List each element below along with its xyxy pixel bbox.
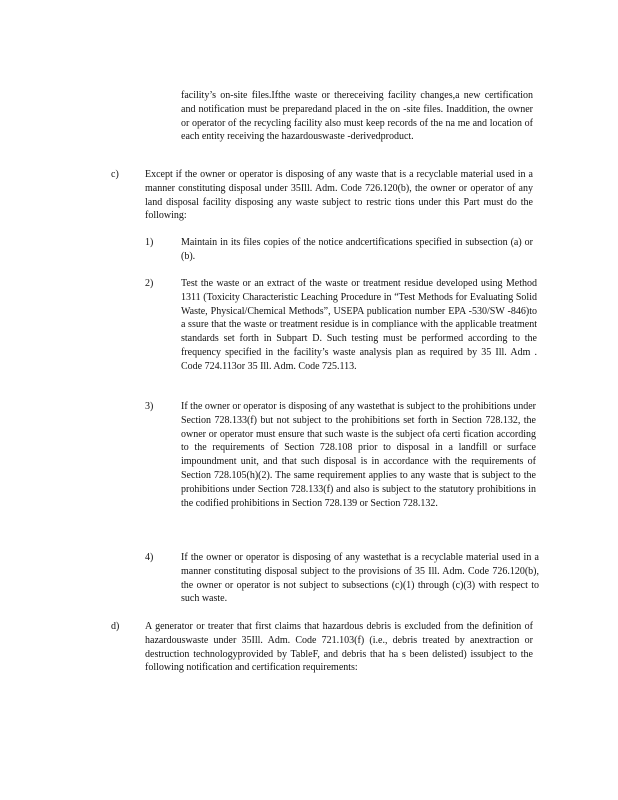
section-c-paragraph: Except if the owner or operator is disposing of any waste that is a recyclable material used in a manner constituting disposal under 35Ill. Adm. Code 726.120(b), the owner or operator of any land disposal facility disposing any waste subject to restric tions under this Part must do the following: [145,169,533,222]
item-4-marker: 4) [145,552,154,563]
section-d-paragraph: A generator or treater that first claims that hazardous debris is excluded from the definition of hazardouswaste under 35Ill. Adm. Code 721.103(f) (i.e., debris treated by anextraction or destruction technologyprovided by TableF, and debris that ha s been delisted) issubject to the following notification and certification requirements: [145,621,533,674]
item-4-paragraph: If the owner or operator is disposing of any wastethat is a recyclable material used in a manner constituting disposal subject to the provisions of 35 Ill. Adm. Code 726.120(b), the owner or operator is not subject to subsections (c)(1) through (c)(3) with respect to such waste. [181,552,539,605]
item-1-marker: 1) [145,237,154,248]
intro-paragraph: facility’s on-site files.Ifthe waste or thereceiving facility changes,a new certification and notification must be preparedand placed in the on -site files. Inaddition, the owner or operator of the recycling facility also must keep records of the na me and location of each entity receiving the hazardouswaste -derivedproduct. [181,90,533,143]
item-3-marker: 3) [145,401,154,412]
item-2-paragraph: Test the waste or an extract of the waste or treatment residue developed using Method 1311 (Toxicity Characteristic Leaching Procedure in “Test Methods for Evaluating Solid Waste, Physical/Chemical Methods”, USEPA publication number EPA -530/SW -846)to a ssure that the waste or treatment residue is in compliance with the applicable treatment standards set forth in Subpart D. Such testing must be performed according to the frequency specified in the facility’s waste analysis plan as required by 35 Ill. Adm . Code 724.113or 35 Ill. Adm. Code 725.113. [181,278,537,372]
section-d-marker: d) [111,621,120,632]
item-3-paragraph: If the owner or operator is disposing of any wastethat is subject to the prohibitions under Section 728.133(f) but not subject to the prohibitions set forth in Section 728.132, the owner or operator must ensure that such waste is the subject ofa certi fication according to the requirements of Section 728.108 prior to disposal in a landfill or surface impoundment unit, and that such disposal is in accordance with the requirements of Section 728.105(h)(2). The same requirement applies to any waste that is subject to the prohibitions under Section 728.133(f) and also is subject to the statutory prohibitions in the codified prohibitions in Section 728.139 or Section 728.132. [181,401,536,509]
section-c-marker: c) [111,169,119,180]
item-1-paragraph: Maintain in its files copies of the notice andcertifications specified in subsection (a) or (b). [181,237,533,262]
item-2-marker: 2) [145,278,154,289]
